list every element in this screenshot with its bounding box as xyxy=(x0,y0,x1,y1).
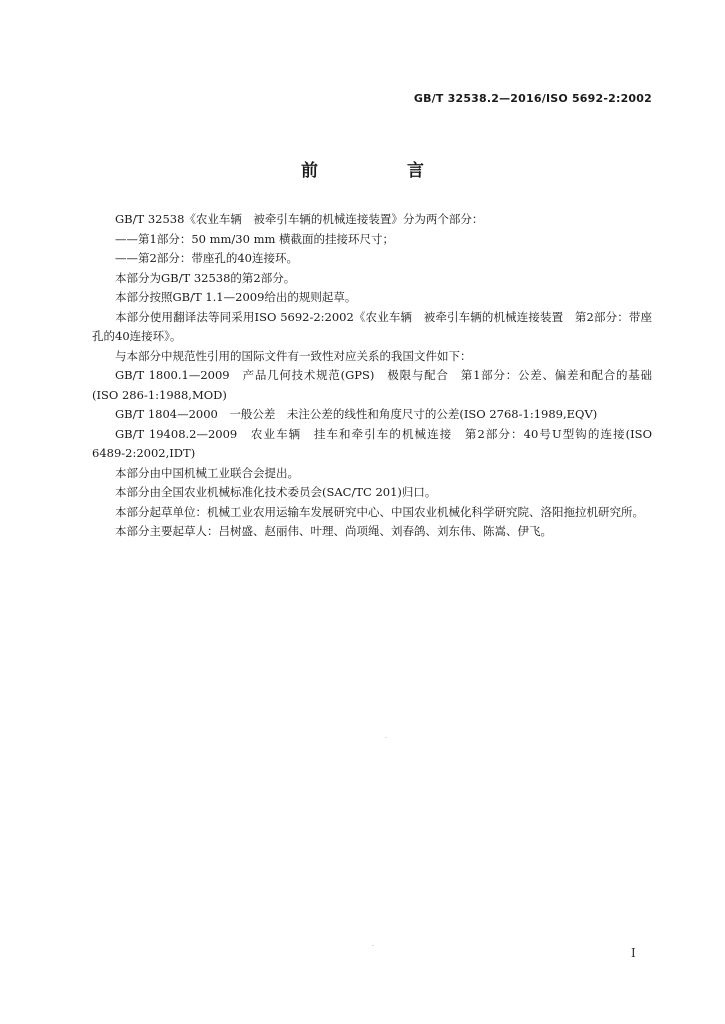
paragraph-correspondence: 与本部分中规范性引用的国际文件有一致性对应关系的我国文件如下： xyxy=(115,348,472,363)
page-number: I xyxy=(631,946,636,960)
paragraph-ref-1804: GB/T 1804—2000 一般公差 未注公差的线性和角度尺寸的公差(ISO 2768-1:1989,EQV) xyxy=(115,407,598,421)
paragraph-drafting-rules: 本部分按照GB/T 1.1—2009给出的规则起草。 xyxy=(115,290,357,304)
standard-number: GB/T 32538.2—2016/ISO 5692-2:2002 xyxy=(413,92,652,105)
scan-speck: . xyxy=(372,941,374,948)
paragraph-part2: ——第2部分：带座孔的40连接环。 xyxy=(115,251,298,265)
paragraph-drafters: 本部分主要起草人：吕树盛、赵丽伟、叶理、尚项绳、刘春鸽、刘东伟、陈嵩、伊飞。 xyxy=(115,524,552,538)
scan-speck: . xyxy=(385,733,387,740)
paragraph-ref-1800: GB/T 1800.1—2009 产品几何技术规范(GPS) 极限与配合 第1部分：公差、偏差和配合的基础(ISO 286-1:1988,MOD) xyxy=(92,368,652,402)
paragraph-intro: GB/T 32538《农业车辆 被牵引车辆的机械连接装置》分为两个部分： xyxy=(115,212,484,226)
paragraph-part1: ——第1部分：50 mm/30 mm 横截面的挂接环尺寸； xyxy=(115,231,395,246)
paragraph-translation: 本部分使用翻译法等同采用ISO 5692-2:2002《农业车辆 被牵引车辆的机械连接装置 第2部分：带座孔的40连接环》。 xyxy=(92,309,652,343)
page-title: 前 言 xyxy=(301,161,460,181)
paragraph-ref-19408: GB/T 19408.2—2009 农业车辆 挂车和牵引车的机械连接 第2部分：40号U型钩的连接(ISO 6489-2:2002,IDT) xyxy=(92,426,652,460)
paragraph-drafting-units: 本部分起草单位：机械工业农用运输车发展研究中心、中国农业机械化科学研究院、洛阳拖拉机研究所。 xyxy=(115,504,644,519)
paragraph-this-part: 本部分为GB/T 32538的第2部分。 xyxy=(115,270,296,285)
paragraph-centralized-by: 本部分由全国农业机械标准化技术委员会(SAC/TC 201)归口。 xyxy=(115,485,437,499)
foreword-body xyxy=(92,210,652,542)
paragraph-proposed-by: 本部分由中国机械工业联合会提出。 xyxy=(115,465,299,480)
